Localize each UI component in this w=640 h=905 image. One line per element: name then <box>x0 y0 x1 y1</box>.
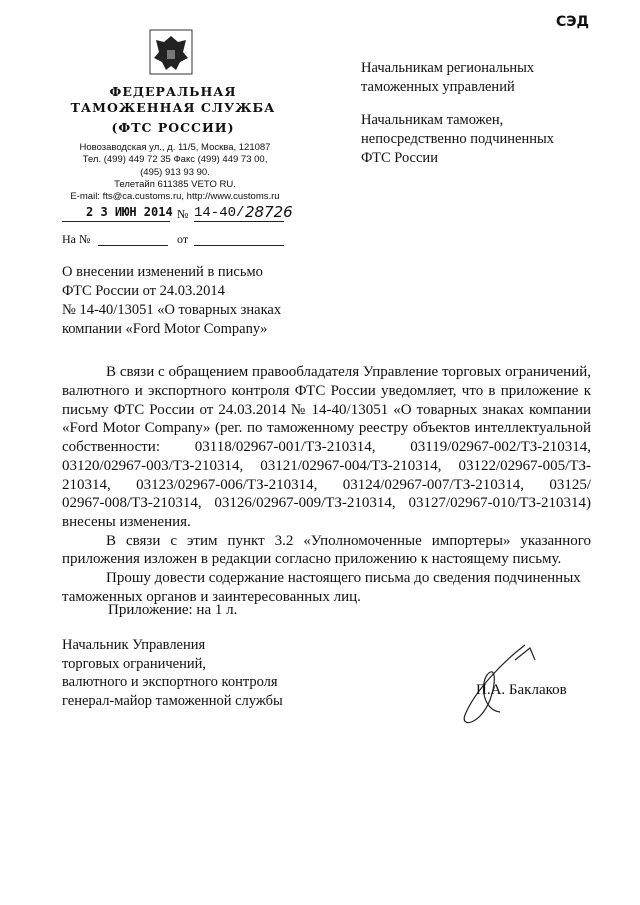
date-stamp: 2 3 ИЮН 2014 <box>86 205 173 219</box>
body-line: В связи с этим пункт 3.2 «Уполномоченные импортеры» указанного <box>106 533 591 549</box>
number-handwritten: 28726 <box>245 203 293 221</box>
recipients-group1 <box>361 59 534 97</box>
recipient-line: таможенных управлений <box>361 79 515 95</box>
subject-line: № 14-40/13051 «О товарных знаках <box>62 302 282 318</box>
title-line: валютного и экспортного контроля <box>62 674 278 690</box>
title-line: торговых ограничений, <box>62 655 206 672</box>
subject-line: О внесении изменений в письмо <box>62 264 263 280</box>
body-line: письму ФТС России от 24.03.2014 № 14-40/13051 «О товарных знаках компании <box>62 402 591 418</box>
body-line: 210314, 03123/02967-006/ТЗ-210314, 03124/02967-007/ТЗ-210314, 03125/ <box>62 477 591 493</box>
sender-abbr: (ФТС РОССИИ) <box>111 120 235 135</box>
recipient-line: ФТС России <box>361 150 438 166</box>
signatory-title <box>62 636 283 710</box>
body-line: внесены изменения. <box>62 514 191 530</box>
body-line: валютного и экспортного контроля ФТС России уведомляет, что в приложение к <box>62 383 591 399</box>
subject-line: компании «Ford Motor Company» <box>62 321 268 337</box>
number-printed: 14-40/ <box>194 205 245 221</box>
recipient-line: непосредственно подчиненных <box>361 131 554 147</box>
recipients-group2 <box>361 111 554 168</box>
body-line: таможенных органов и заинтересованных лиц. <box>62 589 361 605</box>
title-line: Начальник Управления <box>62 637 206 653</box>
body-line: собственности: 03118/02967-001/ТЗ-210314, 03119/02967-002/ТЗ-210314, <box>62 439 591 455</box>
from-label: от <box>177 232 189 246</box>
recipient-line: Начальникам региональных <box>361 60 535 76</box>
email-line: E-mail: fts@ca.customs.ru, http://www.customs.ru <box>70 191 280 203</box>
body-line: В связи с обращением правообладателя Управление торговых ограничений, <box>106 364 591 380</box>
corner-mark: СЭД <box>556 14 590 30</box>
body-line: приложения изложен в редакции согласно приложению к настоящему письму. <box>62 551 562 567</box>
phone-line: (495) 913 93 90. <box>140 166 210 178</box>
body-line: 03120/02967-003/ТЗ-210314, 03121/02967-004/ТЗ-210314, 03122/02967-005/ТЗ- <box>62 458 591 474</box>
body-line: Прошу довести содержание настоящего письма до сведения подчиненных <box>106 570 581 586</box>
signatory-name: П.А. Баклаков <box>476 682 567 698</box>
phone-line: Тел. (499) 449 72 35 Факс (499) 449 73 00, <box>82 154 268 166</box>
address-line: Новозаводская ул., д. 11/5, Москва, 121087 <box>79 142 271 153</box>
attachment-note: Приложение: на 1 л. <box>108 602 238 618</box>
title-line: генерал-майор таможенной службы <box>62 692 283 709</box>
subject-line: ФТС России от 24.03.2014 <box>62 283 225 299</box>
sender-name-line2: ТАМОЖЕННАЯ СЛУЖБА <box>70 100 276 115</box>
teletype-line: Телетайп 611385 VETO RU. <box>114 178 236 190</box>
recipient-line: Начальникам таможен, <box>361 112 504 128</box>
sender-address <box>50 142 300 203</box>
sender-name-line1: ФЕДЕРАЛЬНАЯ <box>109 84 237 99</box>
coat-of-arms-emblem <box>148 28 194 76</box>
number-label: № <box>177 207 189 221</box>
body-line: 02967-008/ТЗ-210314, 03126/02967-009/ТЗ-210314, 03127/02967-010/ТЗ-210314) <box>62 495 591 511</box>
ref-label: На № <box>62 232 91 246</box>
subject <box>62 263 281 339</box>
body-line: «Ford Motor Company» (рег. по таможенному реестру объектов интеллектуальной <box>62 420 591 436</box>
